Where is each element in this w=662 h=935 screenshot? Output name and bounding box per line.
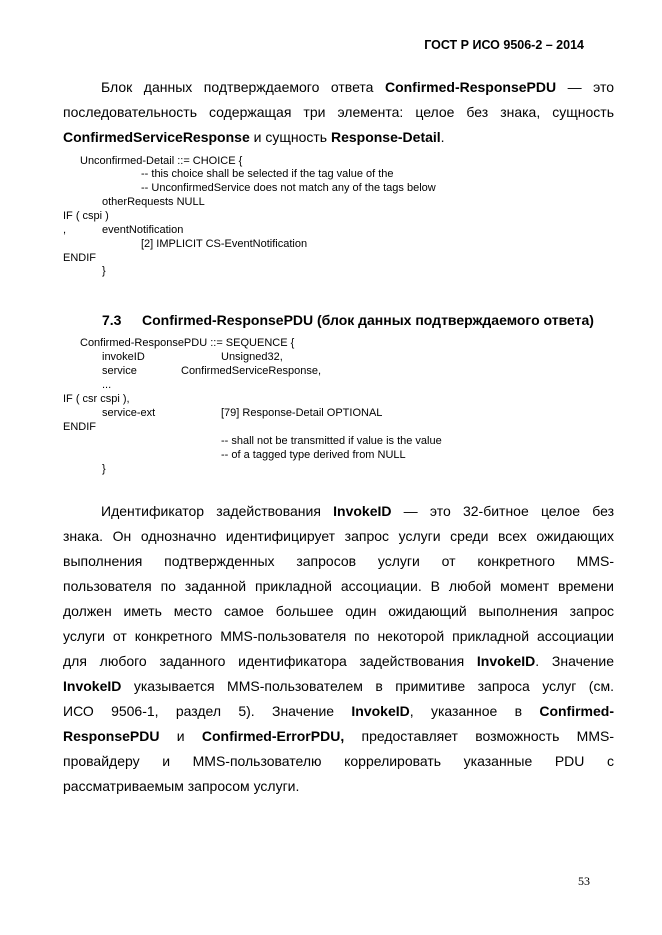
code-line: [79] Response-Detail OPTIONAL: [221, 407, 383, 419]
body-line-12: рассматриваемым запросом услуги.: [63, 778, 300, 794]
body-line-10: ResponsePDU и Confirmed-ErrorPDU, предоставляет возможность MMS-: [63, 728, 614, 744]
code-line: }: [102, 463, 106, 475]
code-line: -- of a tagged type derived from NULL: [221, 449, 406, 461]
code-line: ConfirmedServiceResponse,: [181, 365, 322, 377]
code-line: Unconfirmed-Detail ::= CHOICE {: [80, 155, 243, 167]
code-line: -- this choice shall be selected if the tag value of the: [141, 168, 394, 180]
body-line-9: ИСО 9506-1, раздел 5). Значение InvokeID, указанное в Confirmed-: [63, 703, 614, 719]
section-number: 7.3: [102, 312, 122, 328]
code-line: service: [102, 365, 137, 377]
body-line-3: выполнения подтвержденных запросов услуги от конкретного MMS-: [63, 553, 614, 569]
body-line-11: провайдеру и MMS-пользователю коррелировать указанные PDU с: [63, 753, 614, 769]
body-line-2: знака. Он однозначно идентифицирует запрос услуги среди всех ожидающих: [63, 528, 614, 544]
document-header: ГОСТ Р ИСО 9506-2 – 2014: [424, 38, 584, 52]
page-number: 53: [578, 874, 590, 888]
code-line: ENDIF: [63, 252, 96, 264]
body-line-1: Идентификатор задействования InvokeID — это 32-битное целое без: [101, 503, 614, 519]
intro-line-3: ConfirmedServiceResponse и сущность Response-Detail.: [63, 129, 445, 145]
body-line-7: для любого заданного идентификатора задействования InvokeID. Значение: [63, 653, 614, 669]
code-line: eventNotification: [102, 224, 184, 236]
code-line: ...: [102, 379, 112, 391]
code-line: invokeID: [102, 351, 145, 363]
code-line: -- shall not be transmitted if value is the value: [221, 435, 442, 447]
intro-line-2: последовательность содержащая три элемента: целое без знака, сущность: [63, 104, 614, 120]
body-line-6: услуги от конкретного MMS-пользователя по некоторой прикладной ассоциации: [63, 628, 614, 644]
body-line-4: пользователя по заданной прикладной ассоциации. В любой момент времени: [63, 578, 614, 594]
code-line: ENDIF: [63, 421, 96, 433]
code-line: ,: [63, 224, 67, 236]
code-line: Confirmed-ResponsePDU ::= SEQUENCE {: [80, 337, 295, 349]
code-line: service-ext: [102, 407, 156, 419]
section-title: Confirmed-ResponsePDU (блок данных подтверждаемого ответа): [142, 312, 594, 328]
code-line: IF ( cspi ): [63, 210, 109, 222]
code-line: Unsigned32,: [221, 351, 283, 363]
code-line: -- UnconfirmedService does not match any of the tags below: [141, 182, 436, 194]
code-line: [2] IMPLICIT CS-EventNotification: [141, 238, 308, 250]
body-line-8: InvokeID указывается MMS-пользователем в примитиве запроса услуг (см.: [63, 678, 614, 694]
code-line: }: [102, 265, 106, 277]
body-line-5: должен иметь место самое большее один ожидающий выполнения запрос: [63, 603, 614, 619]
code-line: otherRequests NULL: [102, 196, 205, 208]
intro-line-1: Блок данных подтверждаемого ответа Confirmed-ResponsePDU — это: [101, 79, 615, 95]
code-line: IF ( csr cspi ),: [63, 393, 130, 405]
